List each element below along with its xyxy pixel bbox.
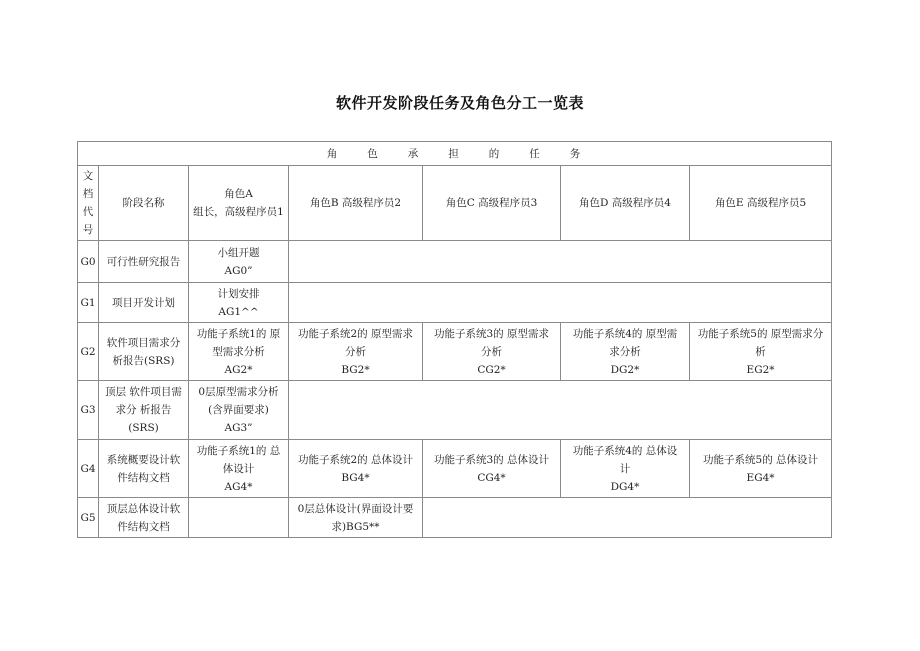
row-code: G4 — [78, 440, 99, 498]
header-role-b: 角色B 高级程序员2 — [289, 166, 423, 241]
header-stage-name: 阶段名称 — [99, 166, 189, 241]
cell-role-b: 功能子系统2的 总体设计 BG4* — [289, 440, 423, 498]
row-code: G2 — [78, 323, 99, 381]
page-title: 软件开发阶段任务及角色分工一览表 — [335, 94, 584, 112]
table-span-header-row — [78, 142, 832, 166]
row-stage: 顶层 软件项目需 求分 析报告 (SRS) — [99, 381, 189, 440]
cell-role-c: 功能子系统3的 原型需求 分析 CG2* — [423, 323, 561, 381]
cell-role-a: 小组开题 AG0” — [189, 241, 289, 283]
empty-cell — [289, 241, 832, 283]
table-row — [78, 323, 832, 381]
table-row — [78, 241, 832, 283]
table-row — [78, 283, 832, 323]
header-role-e: 角色E 高级程序员5 — [690, 166, 832, 241]
cell-role-a: 计划安排 AG1^^ — [189, 283, 289, 323]
header-role-a: 角色A 组长，高级程序员1 — [189, 166, 289, 241]
cell-role-a — [189, 498, 289, 538]
row-code: G5 — [78, 498, 99, 538]
header-role-d: 角色D 高级程序员4 — [561, 166, 690, 241]
cell-role-d: 功能子系统4的 原型需 求分析 DG2* — [561, 323, 690, 381]
cell-role-b: 功能子系统2的 原型需求 分析 BG2* — [289, 323, 423, 381]
row-code: G1 — [78, 283, 99, 323]
cell-role-e: 功能子系统5的 总体设计 EG4* — [690, 440, 832, 498]
empty-cell — [289, 381, 832, 440]
empty-cell — [423, 498, 832, 538]
cell-role-a: 0层原型需求分析 (含界面要求) AG3” — [189, 381, 289, 440]
empty-cell — [289, 283, 832, 323]
table-row — [78, 498, 832, 538]
row-stage: 可行性研究报告 — [99, 241, 189, 283]
cell-role-d: 功能子系统4的 总体设 计 DG4* — [561, 440, 690, 498]
row-stage: 软件项目需求分 析报告(SRS) — [99, 323, 189, 381]
header-role-c: 角色C 高级程序员3 — [423, 166, 561, 241]
row-stage: 项目开发计划 — [99, 283, 189, 323]
header-doc-code: 文 档 代 号 — [78, 166, 99, 241]
table-row — [78, 440, 832, 498]
row-code: G3 — [78, 381, 99, 440]
cell-role-e: 功能子系统5的 原型需求分 析 EG2* — [690, 323, 832, 381]
row-stage: 系统概要设计软 件结构文档 — [99, 440, 189, 498]
cell-role-b: 0层总体设计(界面设计要 求)BG5** — [289, 498, 423, 538]
span-header: 角色承担的任务 — [78, 142, 832, 166]
table-row — [78, 381, 832, 440]
cell-role-a: 功能子系统1的 总 体设计 AG4* — [189, 440, 289, 498]
row-stage: 顶层总体设计软 件结构文档 — [99, 498, 189, 538]
row-code: G0 — [78, 241, 99, 283]
table-header-row — [78, 166, 832, 241]
cell-role-c: 功能子系统3的 总体设计 CG4* — [423, 440, 561, 498]
role-task-table — [77, 141, 832, 538]
cell-role-a: 功能子系统1的 原 型需求分析 AG2* — [189, 323, 289, 381]
